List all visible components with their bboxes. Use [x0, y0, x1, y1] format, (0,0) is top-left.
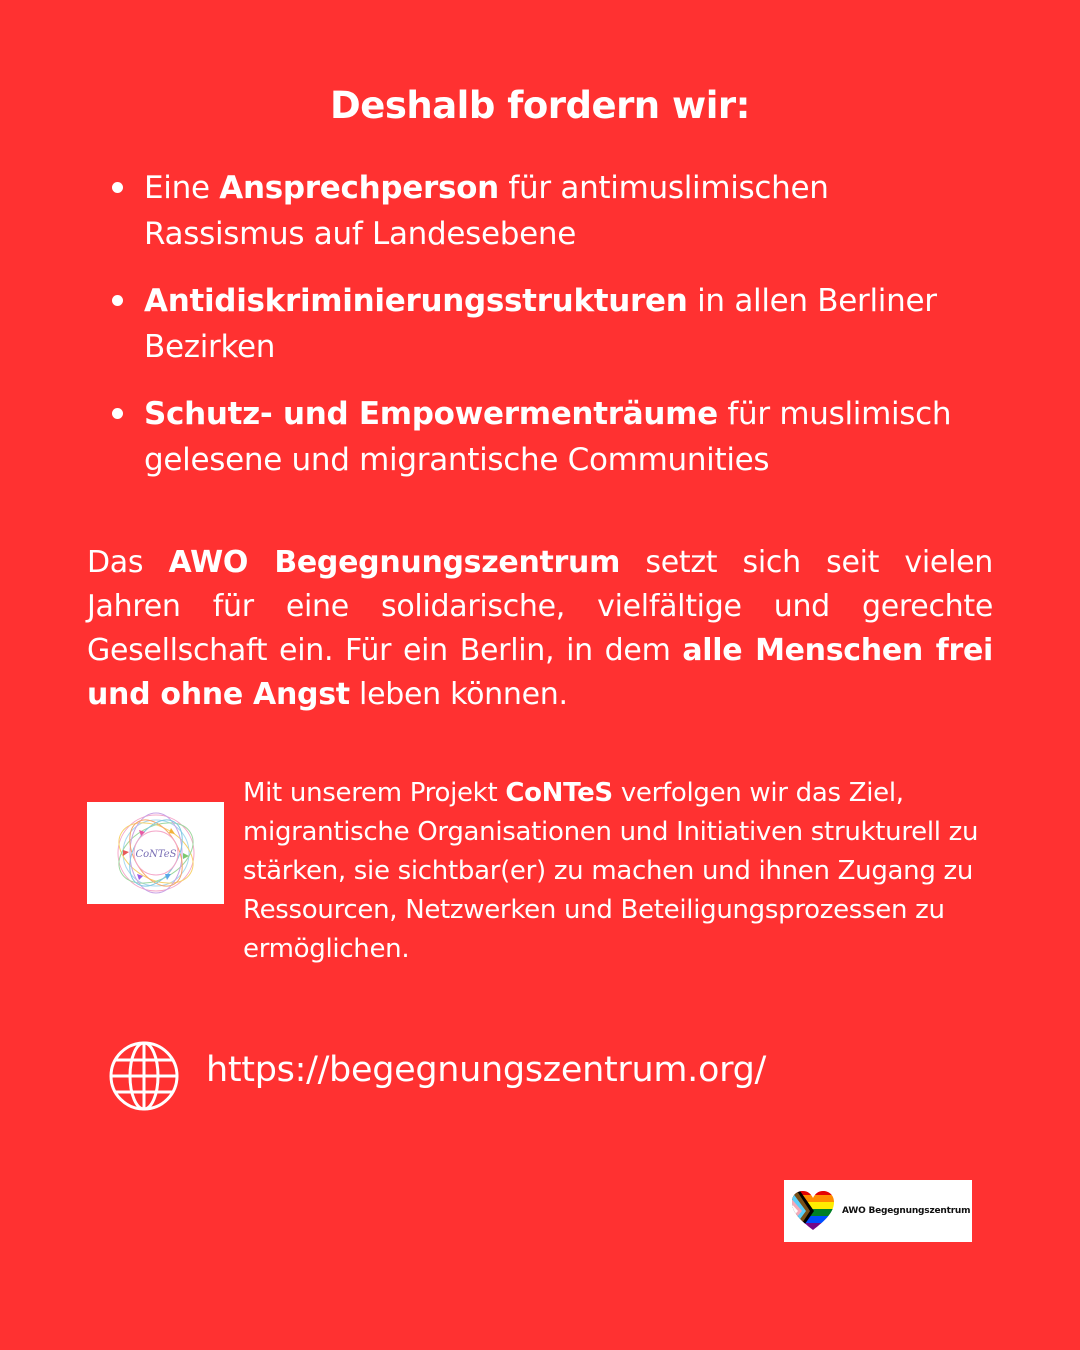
contes-bold: CoNTeS	[505, 778, 613, 808]
contes-text-2: verfolgen wir das Ziel, migrantische Organisationen und Initiativen strukturell zu stärken, sie sichtbar(er) zu machen und ihnen Zugang zu Ressourcen, Netzwerken und Beteiligungsprozessen zu ermöglichen.	[243, 778, 979, 964]
demand-item	[112, 165, 992, 257]
contes-logo-text: CoNTeS	[134, 849, 177, 860]
contes-paragraph	[243, 774, 1023, 969]
awo-logo	[784, 1180, 972, 1242]
awo-paragraph	[87, 541, 993, 717]
contes-logo-graphic	[101, 808, 211, 898]
awo-text-3: leben können.	[349, 677, 568, 712]
demands-list	[112, 165, 992, 504]
bullet-icon	[112, 408, 123, 419]
website-link[interactable]: https://begegnungszentrum.org/	[206, 1050, 766, 1090]
contes-logo	[87, 802, 224, 904]
bullet-icon	[112, 182, 123, 193]
demand-item	[112, 278, 992, 370]
demand-bold: Antidiskriminierungsstrukturen	[144, 283, 688, 319]
demand-bold: Ansprechperson	[219, 170, 499, 206]
demand-post: für antimuslimischen Rassismus auf Landesebene	[144, 170, 829, 252]
demand-item	[112, 391, 992, 483]
awo-text-2: setzt sich seit vielen Jahren für eine solidarische, vielfältige und gerechte Gesellschaft ein. Für ein Berlin, in dem	[87, 545, 993, 668]
awo-bold-2: alle Menschen frei und ohne Angst	[87, 633, 993, 712]
awo-text-1: Das	[87, 545, 169, 580]
globe-icon	[108, 1040, 180, 1112]
awo-bold-1: AWO Begegnungszentrum	[168, 545, 621, 580]
demand-pre: Eine	[144, 170, 220, 206]
contes-text-1: Mit unserem Projekt	[243, 778, 506, 808]
page-title: Deshalb fordern wir:	[330, 84, 750, 127]
pride-heart-icon	[790, 1188, 836, 1234]
awo-logo-text: AWO Begegnungszentrum	[842, 1206, 971, 1216]
bullet-icon	[112, 295, 123, 306]
demand-bold: Schutz- und Empowermenträume	[144, 396, 718, 432]
demand-post: für muslimisch gelesene und migrantische Communities	[144, 396, 952, 478]
demand-post: in allen Berliner Bezirken	[144, 283, 937, 365]
